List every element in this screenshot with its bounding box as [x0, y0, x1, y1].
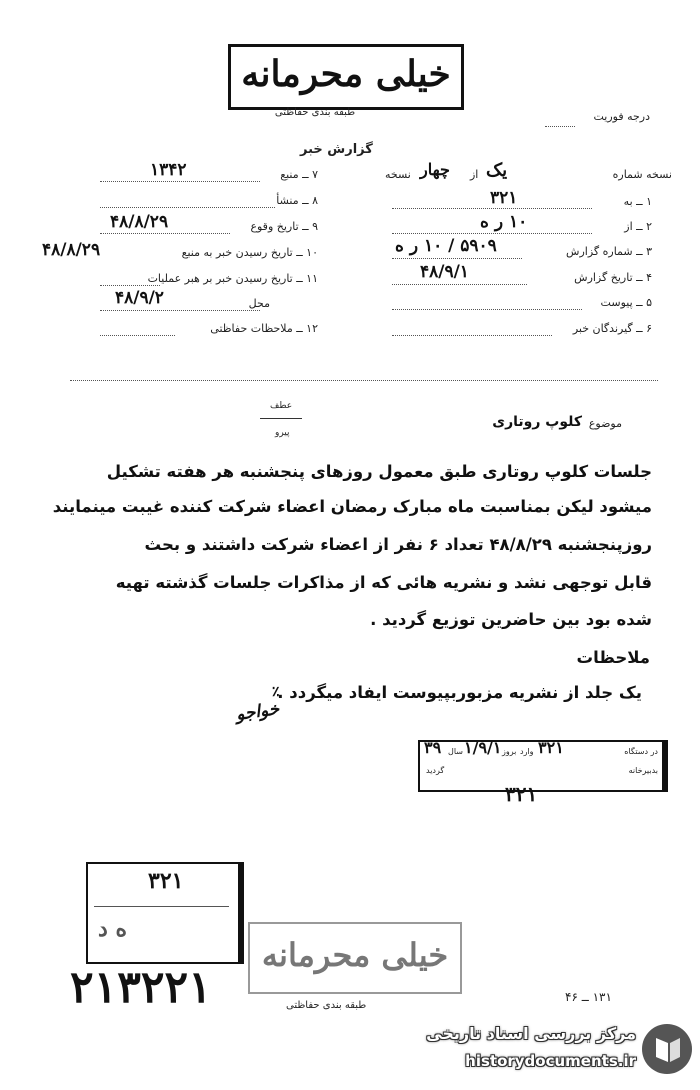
registry-handwritten: ۳۲۱ — [505, 782, 538, 806]
report-title: گزارش خبر — [300, 142, 373, 157]
field-recipients-line — [392, 335, 552, 336]
field-recipients-label: ۶ ــ گیرندگان خبر — [572, 322, 652, 335]
registry-line1-label: در دستگاه — [624, 747, 658, 756]
subject-label: موضوع — [588, 417, 622, 430]
registry-year-value: ۳۹ — [424, 738, 442, 757]
field-attachment-line — [392, 309, 582, 310]
subject-value: کلوپ روتاری — [492, 414, 582, 430]
classification-stamp-bottom — [248, 922, 462, 994]
registry-stamp — [418, 740, 668, 792]
field-place-value: ۴۸/۹/۲ — [115, 288, 164, 308]
field-to-line — [392, 208, 592, 209]
registry-line2-suffix: گردید — [426, 766, 445, 775]
copy-suffix-label: نسخه — [385, 168, 411, 181]
remarks-heading: ملاحظات — [576, 648, 650, 667]
field-source-label: ۷ ــ منبع — [280, 168, 318, 181]
urgency-label: درجه فوریت — [593, 110, 650, 123]
section-separator — [70, 380, 658, 381]
watermark-url: historydocuments.ir — [465, 1052, 636, 1070]
book-icon — [642, 1024, 692, 1074]
field-report-date-label: ۴ ــ تاریخ گزارش — [574, 271, 652, 284]
copy-of-label: از — [470, 168, 479, 181]
field-occurrence-date-line — [100, 233, 230, 234]
classification-caption-bottom: طبقه بندی حفاظتی — [286, 1000, 367, 1011]
reference-divider — [260, 418, 302, 419]
registry-day-label: بروز — [502, 747, 517, 756]
field-to-label: ۱ ــ به — [623, 195, 652, 208]
field-report-date-value: ۴۸/۹/۱ — [420, 262, 469, 282]
field-security-notes-line — [100, 335, 175, 336]
field-received-ops-label: ۱۱ ــ تاریخ رسیدن خبر بر هبر عملیات — [147, 272, 318, 285]
registry-line2-label: بدبیرخانه — [628, 766, 658, 775]
watermark — [410, 1022, 692, 1084]
archive-number: ۲۱۳۲۲۱ — [70, 962, 212, 1013]
field-source-line — [100, 181, 260, 182]
registry-entered-label: وارد — [520, 747, 534, 756]
copy-number-value: یک — [486, 160, 508, 181]
body-line: روزپنجشنبه ۴۸/۸/۲۹ تعداد ۶ نفر از اعضاء شرکت داشتند و بحث — [144, 535, 652, 554]
bottom-box-number: ۳۲۱ — [148, 868, 184, 894]
field-occurrence-date-value: ۴۸/۸/۲۹ — [110, 212, 169, 232]
form-code: ۱۳۱ ــ ۴۶ — [565, 990, 612, 1004]
field-place-label: محل — [248, 297, 270, 310]
field-origin-label: ۸ ــ منشأ — [276, 194, 318, 207]
field-security-notes-label: ۱۲ ــ ملاحظات حفاظتی — [210, 322, 318, 335]
classification-stamp-bottom-text: خیلی محرمانه — [261, 936, 449, 974]
copy-total-value: چهار — [420, 160, 450, 179]
field-occurrence-date-label: ۹ ــ تاریخ وقوع — [250, 220, 318, 233]
body-line: میشود لیکن بمناسبت ماه مبارک رمضان اعضاء شرکت کننده غیبت مینمایند — [52, 497, 652, 516]
remarks-mark: ٪ — [272, 684, 280, 700]
field-from-label: ۲ ــ از — [624, 220, 652, 233]
field-received-ops-line — [100, 285, 160, 286]
field-from-line — [392, 233, 592, 234]
field-report-number-value: ۵۹۰۹ / ۱۰ ر ه — [395, 236, 497, 256]
classification-stamp-text: خیلی محرمانه — [241, 53, 451, 95]
remarks-text: یک جلد از نشریه مزبوربپیوست ایفاد میگردد . — [277, 683, 642, 702]
registry-year-label: سال — [448, 747, 463, 756]
field-report-date-line — [392, 284, 527, 285]
urgency-line — [545, 126, 575, 127]
registry-date-value: ۱/۹/۱ — [464, 738, 502, 757]
field-place-line — [100, 310, 260, 311]
copy-number-label: نسخه شماره — [612, 168, 672, 181]
field-source-value: ۱۳۴۲ — [150, 160, 187, 180]
field-to-value: ۳۲۱ — [490, 188, 518, 208]
body-line: جلسات کلوپ روتاری طبق معمول روزهای پنجشنبه هر هفته تشکیل — [106, 462, 652, 481]
signature: خواجو — [234, 699, 281, 725]
reference-label: عطف — [270, 401, 293, 411]
bottom-box-divider — [94, 906, 229, 907]
classification-caption-top: طبقه بندی حفاظتی — [274, 107, 356, 118]
bottom-number-box — [86, 862, 244, 964]
field-from-value: ۱۰ ر ه — [480, 212, 528, 232]
classification-stamp-top — [228, 44, 464, 110]
body-line: قابل توجهی نشد و نشریه هائی که از مذاکرات جلسات گذشته تهیه — [115, 573, 652, 592]
watermark-title: مرکز بررسی اسناد تاریخی — [426, 1024, 636, 1043]
field-attachment-label: ۵ ــ پیوست — [600, 296, 652, 309]
field-received-source-value: ۴۸/۸/۲۹ — [42, 240, 101, 260]
field-origin-line — [100, 207, 275, 208]
field-report-number-label: ۳ ــ شماره گزارش — [566, 245, 652, 258]
field-received-source-label: ۱۰ ــ تاریخ رسیدن خبر به منبع — [181, 246, 318, 259]
follow-up-label: پیرو — [275, 428, 290, 438]
registry-line1-value: ۳۲۱ — [538, 738, 564, 757]
body-line: شده بود بین حاضرین توزیع گردید . — [370, 610, 652, 629]
watermark-logo-icon — [642, 1024, 692, 1074]
field-report-number-line — [392, 258, 522, 259]
bottom-box-text: ه د — [98, 916, 127, 942]
